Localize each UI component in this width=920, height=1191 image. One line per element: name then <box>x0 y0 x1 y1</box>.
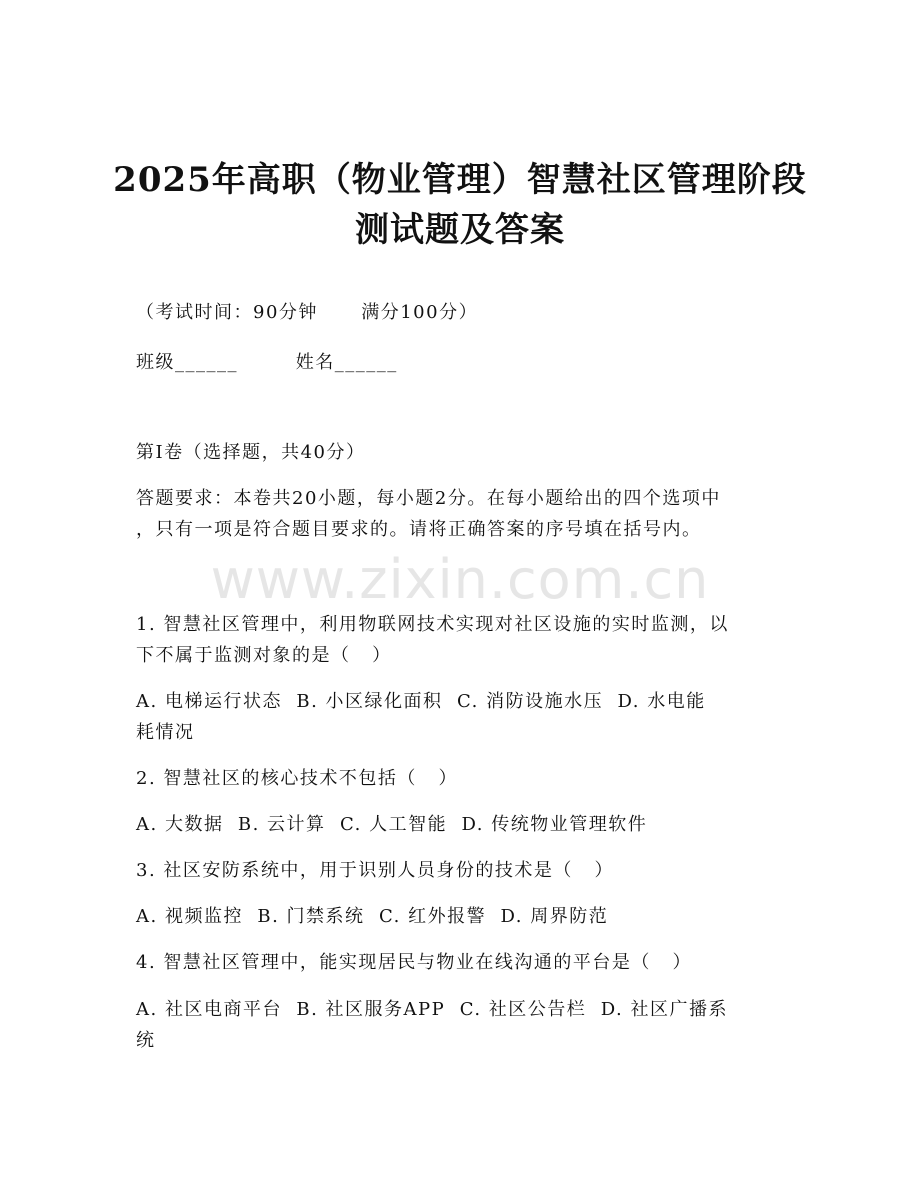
class-name-fields: 班级______ 姓名______ <box>136 352 398 373</box>
question-2-stem: 2. 智慧社区的核心技术不包括（ ） <box>136 768 459 789</box>
instructions-line-1: 答题要求：本卷共20小题，每小题2分。在每小题给出的四个选项中 <box>136 488 721 509</box>
question-4-stem: 4. 智慧社区管理中，能实现居民与物业在线沟通的平台是（ ） <box>136 952 693 973</box>
watermark: www.zixin.com.cn <box>210 548 710 611</box>
question-1-options-line-2: 耗情况 <box>136 722 195 743</box>
instructions-line-2: ，只有一项是符合题目要求的。请将正确答案的序号填在括号内。 <box>136 519 702 540</box>
question-4-options-line-2: 统 <box>136 1030 156 1051</box>
question-1-stem-line-2: 下不属于监测对象的是（ ） <box>136 645 392 666</box>
question-2-options: A. 大数据 B. 云计算 C. 人工智能 D. 传统物业管理软件 <box>136 814 648 835</box>
question-4-options-line-1: A. 社区电商平台 B. 社区服务APP C. 社区公告栏 D. 社区广播系 <box>136 999 728 1020</box>
section-heading: 第I卷（选择题，共40分） <box>136 442 366 463</box>
question-3-stem: 3. 社区安防系统中，用于识别人员身份的技术是（ ） <box>136 860 615 881</box>
document-title-line-1: 2025年高职（物业管理）智慧社区管理阶段 <box>113 160 807 200</box>
exam-info: （考试时间：90分钟 满分100分） <box>136 302 479 323</box>
question-1-options-line-1: A. 电梯运行状态 B. 小区绿化面积 C. 消防设施水压 D. 水电能 <box>136 691 706 712</box>
document-title-line-2: 测试题及答案 <box>355 210 565 250</box>
question-3-options: A. 视频监控 B. 门禁系统 C. 红外报警 D. 周界防范 <box>136 906 609 927</box>
question-1-stem-line-1: 1. 智慧社区管理中，利用物联网技术实现对社区设施的实时监测，以 <box>136 614 729 635</box>
